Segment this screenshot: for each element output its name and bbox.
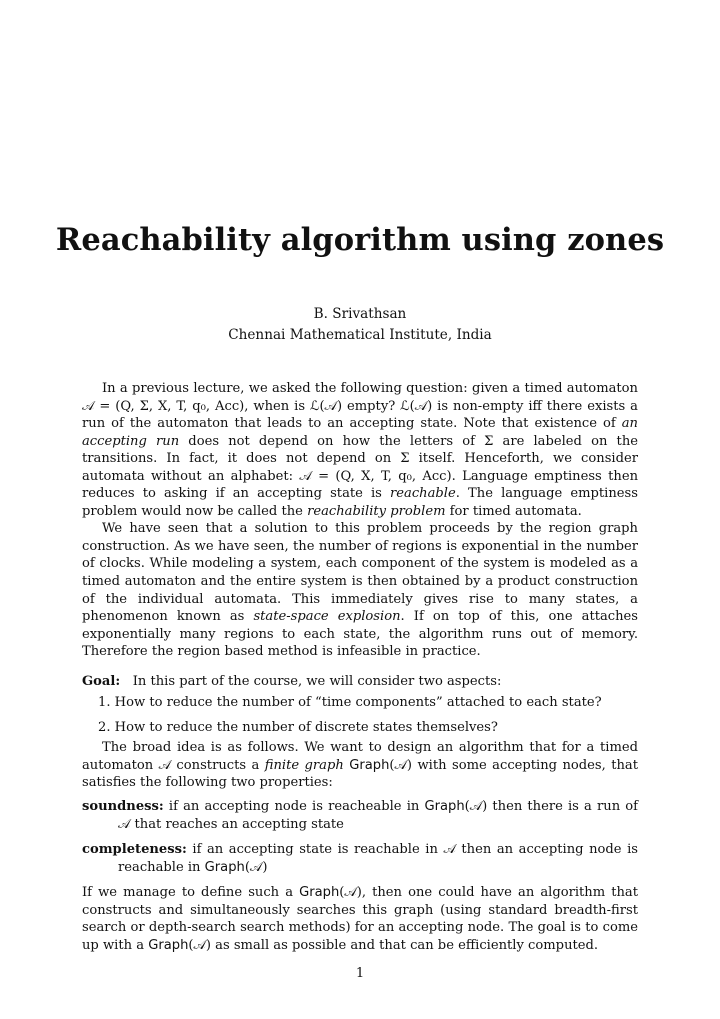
paragraph-graph-goal: If we manage to define such a Graph(𝒜), then one could have an algorithm that constructs and simultaneously searches this graph (using standard breadth-first search or depth-search search methods) for an accepting node. The goal is to come up with a Graph(𝒜) as small as possible and that can be efficiently computed. <box>82 885 638 953</box>
author-institution: Chennai Mathematical Institute, India <box>228 327 492 343</box>
list-item: 2. How to reduce the number of discrete states themselves? <box>98 719 498 735</box>
goal-label: Goal: <box>82 673 121 689</box>
author-name: B. Srivathsan <box>313 306 407 322</box>
paper-body <box>82 380 638 954</box>
property-list <box>82 798 638 876</box>
list-item: 1. How to reduce the number of “time components” attached to each state? <box>98 695 602 711</box>
completeness-definition: completeness: if an accepting state is reachable in 𝒜 then an accepting node is reachable in Graph(𝒜) <box>82 842 638 875</box>
page-number: 1 <box>355 966 365 981</box>
paragraph-broad-idea: The broad idea is as follows. We want to design an algorithm that for a timed automaton 𝒜 constructs a finite graph Graph(𝒜) with some accepting nodes, that satisfies the following two properties: <box>82 740 638 791</box>
goal-list <box>82 694 638 736</box>
paragraph-intro: In a previous lecture, we asked the following question: given a timed automaton 𝒜 = (Q, Σ, X, T, q₀, Acc), when is ℒ(𝒜) empty? ℒ(𝒜) is non-empty iff there exists a run of the automaton that leads to an accepting state. Note that existence of an accepting run does not depend on how the letters of Σ are labeled on the transitions. In fact, it does not depend on Σ itself. Henceforth, we consider automata without an alphabet: 𝒜 = (Q, X, T, q₀, Acc). Language emptiness then reduces to asking if an accepting state is reachable. The language emptiness problem would now be called the reachability problem for timed automata. <box>82 381 638 519</box>
paper-title: Reachability algorithm using zones <box>55 222 665 258</box>
paragraph-region-graph: We have seen that a solution to this problem proceeds by the region graph construction. As we have seen, the number of regions is exponential in the number of clocks. While modeling a system, each component of the system is modeled as a timed automaton and the entire system is then obtained by a product construction of the individual automata. This immediately gives rise to many states, a phenomenon known as state-space explosion. If on top of this, one attaches exponentially many regions to each state, the algorithm runs out of memory. Therefore the region based method is infeasible in practice. <box>82 521 639 660</box>
goal-paragraph: Goal: In this part of the course, we will consider two aspects: <box>82 673 502 689</box>
soundness-definition: soundness: if an accepting node is reacheable in Graph(𝒜) then there is a run of 𝒜 that reaches an accepting state <box>82 799 638 832</box>
